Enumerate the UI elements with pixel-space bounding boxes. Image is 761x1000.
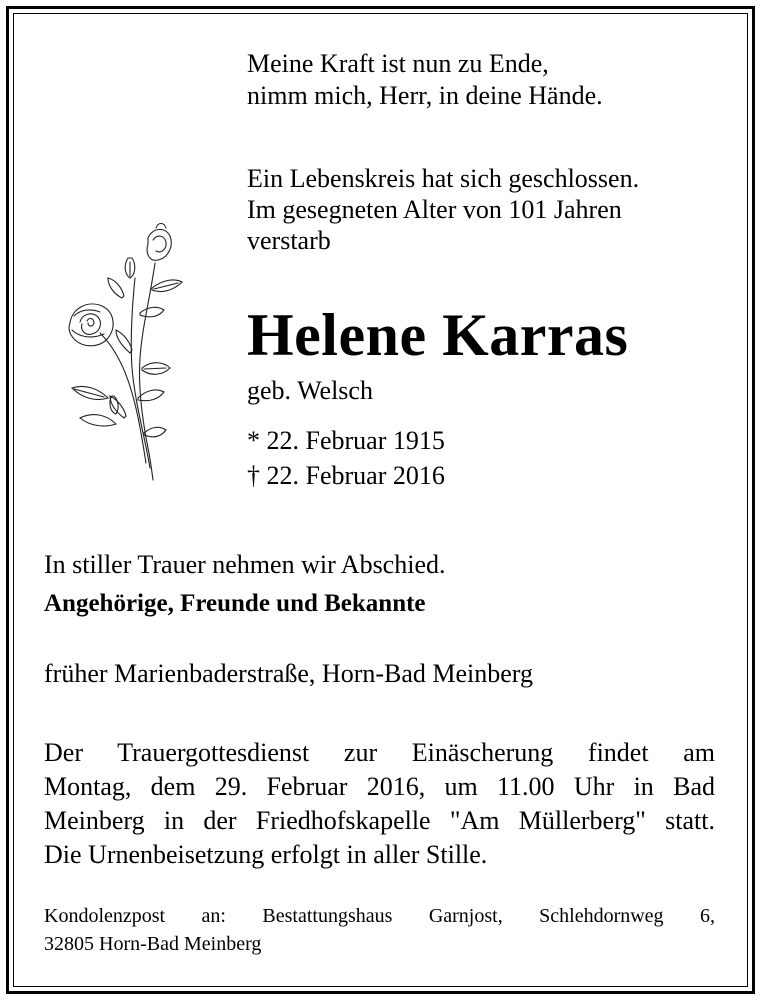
condolence-line: 32805 Horn-Bad Meinberg (44, 933, 262, 955)
rose-drawing-icon (60, 218, 190, 484)
verse-line: nimm mich, Herr, in deine Hände. (247, 81, 603, 110)
verse (247, 48, 603, 112)
intro-line: Im gesegneten Alter von 101 Jahren (247, 195, 622, 224)
service-line: Die Urnenbeisetzung erfolgt in aller Stille. (44, 840, 488, 869)
condolence-line: Kondolenzpost an: Bestattungshaus Garnjost, Schlehdornweg 6, (44, 905, 715, 927)
condolence-address (44, 902, 715, 958)
intro-text (247, 163, 639, 256)
service-line: Meinberg in der Friedhofskapelle "Am Müllerberg" statt. (44, 806, 715, 835)
former-address: früher Marienbaderstraße, Horn-Bad Meinberg (44, 659, 533, 688)
service-notice (44, 736, 715, 872)
verse-line: Meine Kraft ist nun zu Ende, (247, 49, 549, 78)
service-line: Der Trauergottesdienst zur Einäscherung findet am (44, 738, 715, 767)
intro-line: verstarb (247, 226, 331, 255)
farewell-text: In stiller Trauer nehmen wir Abschied. (44, 550, 446, 579)
death-date: † 22. Februar 2016 (247, 461, 445, 490)
deceased-name: Helene Karras (247, 302, 629, 368)
maiden-name: geb. Welsch (247, 376, 373, 405)
mourners-text: Angehörige, Freunde und Bekannte (44, 590, 426, 617)
life-dates (247, 423, 445, 493)
service-line: Montag, dem 29. Februar 2016, um 11.00 Uhr in Bad (44, 772, 715, 801)
intro-line: Ein Lebenskreis hat sich geschlossen. (247, 164, 640, 193)
birth-date: * 22. Februar 1915 (247, 426, 445, 455)
